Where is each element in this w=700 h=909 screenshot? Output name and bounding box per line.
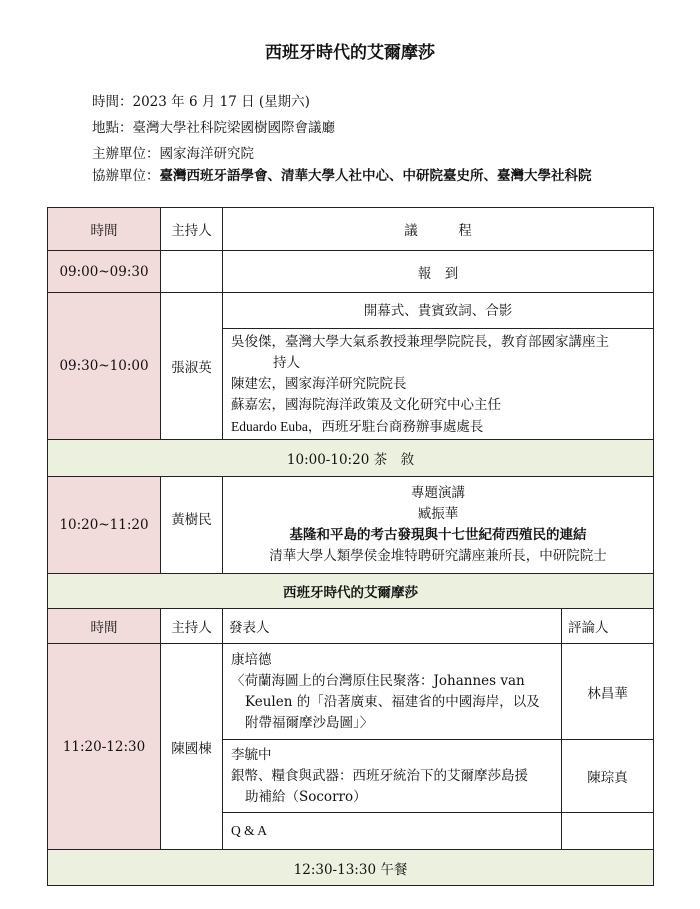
info-co-label: 協辦單位： <box>92 168 160 184</box>
keynote-affiliation: 清華大學人類學侯金堆特聘研究講座兼所長，中研院院士 <box>269 548 607 564</box>
tea-break: 10:00-10:20 茶 敘 <box>48 440 654 477</box>
section-title: 西班牙時代的艾爾摩莎 <box>48 574 654 609</box>
header-moderator: 主持人 <box>161 208 223 251</box>
row-tea <box>48 440 654 477</box>
info-host-label: 主辦單位： <box>92 146 160 162</box>
opening-time: 09:30~10:00 <box>48 293 161 440</box>
session-moderator: 陳國棟 <box>161 644 223 850</box>
info-place-label: 地點： <box>92 120 133 136</box>
discussant-1: 林昌華 <box>562 644 654 740</box>
header2-presenter: 發表人 <box>223 609 562 644</box>
presenter-2-title-2: 助補給（Socorro） <box>245 788 367 805</box>
info-co-value: 臺灣西班牙語學會、清華大學人社中心、中研院臺史所、臺灣大學社科院 <box>159 168 592 184</box>
info-host <box>92 145 254 163</box>
discussant-2: 陳琮真 <box>562 740 654 813</box>
keynote-speaker: 臧振華 <box>417 506 459 522</box>
header2-time: 時間 <box>48 609 161 644</box>
presenter-2 <box>223 740 562 813</box>
info-place <box>92 119 335 137</box>
header2-discussant: 評論人 <box>562 609 654 644</box>
schedule-table <box>47 207 654 886</box>
opening-speaker-4: Eduardo Euba，西班牙駐台商務辦事處處長 <box>231 418 484 434</box>
info-place-value: 臺灣大學社科院梁國樹國際會議廳 <box>132 120 335 136</box>
info-time <box>92 93 310 111</box>
checkin-time: 09:00~09:30 <box>48 251 161 293</box>
opening-heading: 開幕式、貴賓致詞、合影 <box>223 294 653 329</box>
presenter-2-title-1: 銀幣、糧食與武器：西班牙統治下的艾爾摩莎島援 <box>231 767 528 784</box>
lunch-break: 12:30-13:30 午餐 <box>48 850 654 886</box>
presenter-2-name: 李毓中 <box>231 746 272 763</box>
session-row-1 <box>48 644 654 740</box>
presenter-1-title-1: 〈荷蘭海圖上的台灣原住民聚落：Johannes van <box>231 672 525 689</box>
checkin-text: 報 到 <box>223 251 654 293</box>
header-agenda: 議 程 <box>223 208 654 251</box>
row-keynote <box>48 477 654 574</box>
header2-moderator: 主持人 <box>161 609 223 644</box>
presenter-1-title-3: 附帶福爾摩沙島圖」〉 <box>245 714 374 731</box>
keynote-label: 專題演講 <box>411 485 465 501</box>
opening-agenda <box>223 293 654 440</box>
opening-speaker-3: 蘇嘉宏，國海院海洋政策及文化研究中心主任 <box>231 396 501 413</box>
info-host-value: 國家海洋研究院 <box>159 146 254 162</box>
session-time: 11:20-12:30 <box>48 644 161 850</box>
header-time: 時間 <box>48 208 161 251</box>
row-checkin <box>48 251 654 293</box>
presenter-1-name: 康培德 <box>231 651 272 668</box>
opening-speaker-1a: 吳俊傑，臺灣大學大氣系教授兼理學院院長，教育部國家講座主 <box>231 333 609 350</box>
header-row <box>48 208 654 251</box>
checkin-moderator-empty <box>161 251 223 293</box>
opening-moderator: 張淑英 <box>161 293 223 440</box>
row-opening <box>48 293 654 440</box>
info-co-organizers <box>92 167 592 185</box>
keynote-topic: 基隆和平島的考古發現與十七世紀荷西殖民的連結 <box>289 527 587 543</box>
keynote-agenda <box>223 477 654 574</box>
row-lunch <box>48 850 654 886</box>
qa-label: Q & A <box>223 813 562 850</box>
opening-speaker-2: 陳建宏，國家海洋研究院院長 <box>231 375 407 392</box>
section-title-row <box>48 574 654 609</box>
keynote-time: 10:20~11:20 <box>48 477 161 574</box>
info-time-label: 時間： <box>92 94 133 110</box>
header-row-2 <box>48 609 654 644</box>
opening-speaker-1b: 持人 <box>273 354 300 371</box>
presenter-1 <box>223 644 562 740</box>
keynote-moderator: 黃樹民 <box>161 477 223 574</box>
page-title: 西班牙時代的艾爾摩莎 <box>265 43 435 63</box>
info-time-value: 2023 年 6 月 17 日 (星期六) <box>132 94 310 110</box>
presenter-1-title-2: Keulen 的「沿著廣東、福建省的中國海岸，以及 <box>245 693 540 710</box>
qa-discussant-empty <box>562 813 654 850</box>
